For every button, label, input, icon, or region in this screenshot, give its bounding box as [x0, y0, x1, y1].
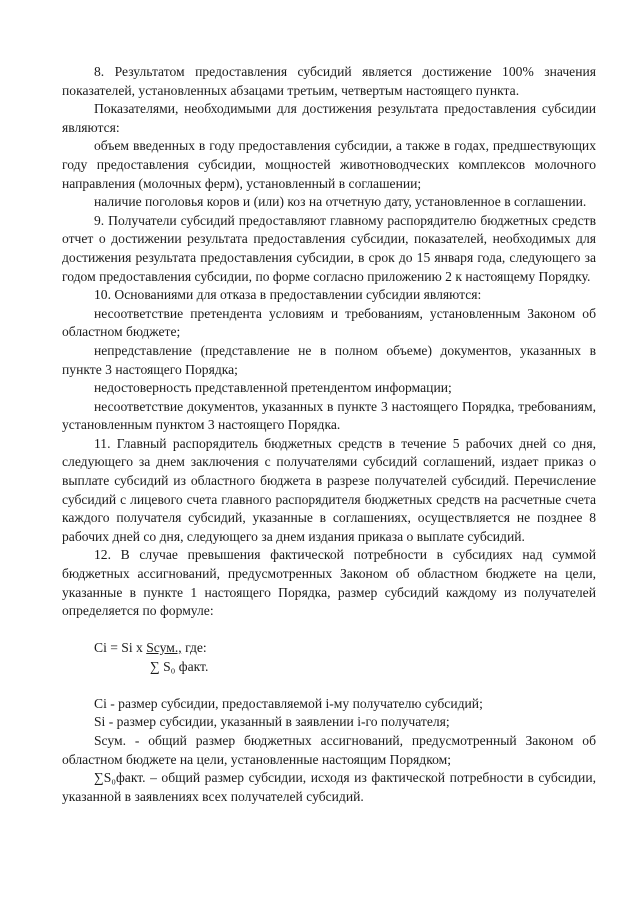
paragraph-8: 8. Результатом предоставления субсидий является достижение 100% значения показателей, установленных абзацами третьим, четвертым настоящего пункта.	[62, 64, 596, 98]
paragraph-11: 11. Главный распорядитель бюджетных средств в течение 5 рабочих дней со дня, следующего за днем заключения с получателями субсидий соглашений, издает приказ о выплате субсидий из областного бюджета в разрезе получателей субсидий. Перечисление субсидий с лицевого счета главного распорядителя бюджетных средств на расчетные счета каждого получателя субсидий, указанные в соглашениях, осуществляется не позднее 8 рабочих дней со дня, следующего за днем издания приказа о выплате субсидий.	[62, 435, 596, 544]
definition-scum: Sсум. - общий размер бюджетных ассигнований, предусмотренный Законом об областном бюджете на цели, установленные настоящим Порядком;	[62, 733, 596, 767]
paragraph-8-indicators-intro: Показателями, необходимыми для достижения результата предоставления субсидии являются:	[62, 101, 596, 135]
formula-definitions	[62, 695, 596, 807]
paragraph-10: 10. Основаниями для отказа в предоставлении субсидии являются:	[94, 287, 482, 303]
paragraph-8-indicator-2: наличие поголовья коров и (или) коз на отчетную дату, установленное в соглашении.	[94, 194, 587, 210]
formula-suffix: где:	[181, 639, 207, 655]
paragraph-10-item-4: несоответствие документов, указанных в пункте 3 настоящего Порядка, требованиям, установленным пунктом 3 настоящего Порядка.	[62, 398, 596, 433]
formula-denominator: ∑ S₀ факт.	[150, 658, 209, 674]
definition-ci: Ci - размер субсидии, предоставляемой i-му получателю субсидий;	[94, 695, 483, 711]
formula-numerator: Sсум.,	[146, 639, 182, 655]
formula-lhs: Ci = Si x	[94, 639, 147, 655]
definition-si: Si - размер субсидии, указанный в заявлении i-го получателя;	[94, 714, 450, 730]
definition-sum-fact: ∑S₀факт. – общий размер субсидии, исходя из фактической потребности в субсидии, указанной в заявлениях всех получателей субсидий.	[62, 770, 596, 804]
paragraph-10-item-3: недостоверность представленной претендентом информации;	[94, 380, 452, 396]
paragraph-12: 12. В случае превышения фактической потребности в субсидиях над суммой бюджетных ассигнований, предусмотренных Законом об областном бюджете на цели, указанные в пункте 1 настоящего Порядка, размер субсидий каждому из получателей определяется по формуле:	[62, 547, 596, 619]
paragraph-10-item-2: непредставление (представление не в полном объеме) документов, указанных в пункте 3 настоящего Порядка;	[62, 342, 596, 377]
formula-main-line	[94, 639, 207, 658]
paragraph-10-item-1: несоответствие претендента условиям и требованиям, установленным Законом об областном бюджете;	[62, 305, 596, 340]
paragraph-8-indicator-1: объем введенных в году предоставления субсидии, а также в годах, предшествующих году предоставления субсидии, мощностей животноводческих комплексов молочного направления (молочных ферм), установленный в соглашении;	[62, 138, 596, 191]
subsidy-formula	[94, 639, 596, 679]
document-page	[62, 63, 596, 806]
paragraph-9: 9. Получатели субсидий предоставляют главному распорядителю бюджетных средств отчет о достижении результата предоставления субсидии, показателей, необходимых для достижения результата предоставления субсидии, в срок до 15 января года, следующего за годом предоставления субсидии, по форме согласно приложению 2 к настоящему Порядку.	[62, 212, 596, 284]
